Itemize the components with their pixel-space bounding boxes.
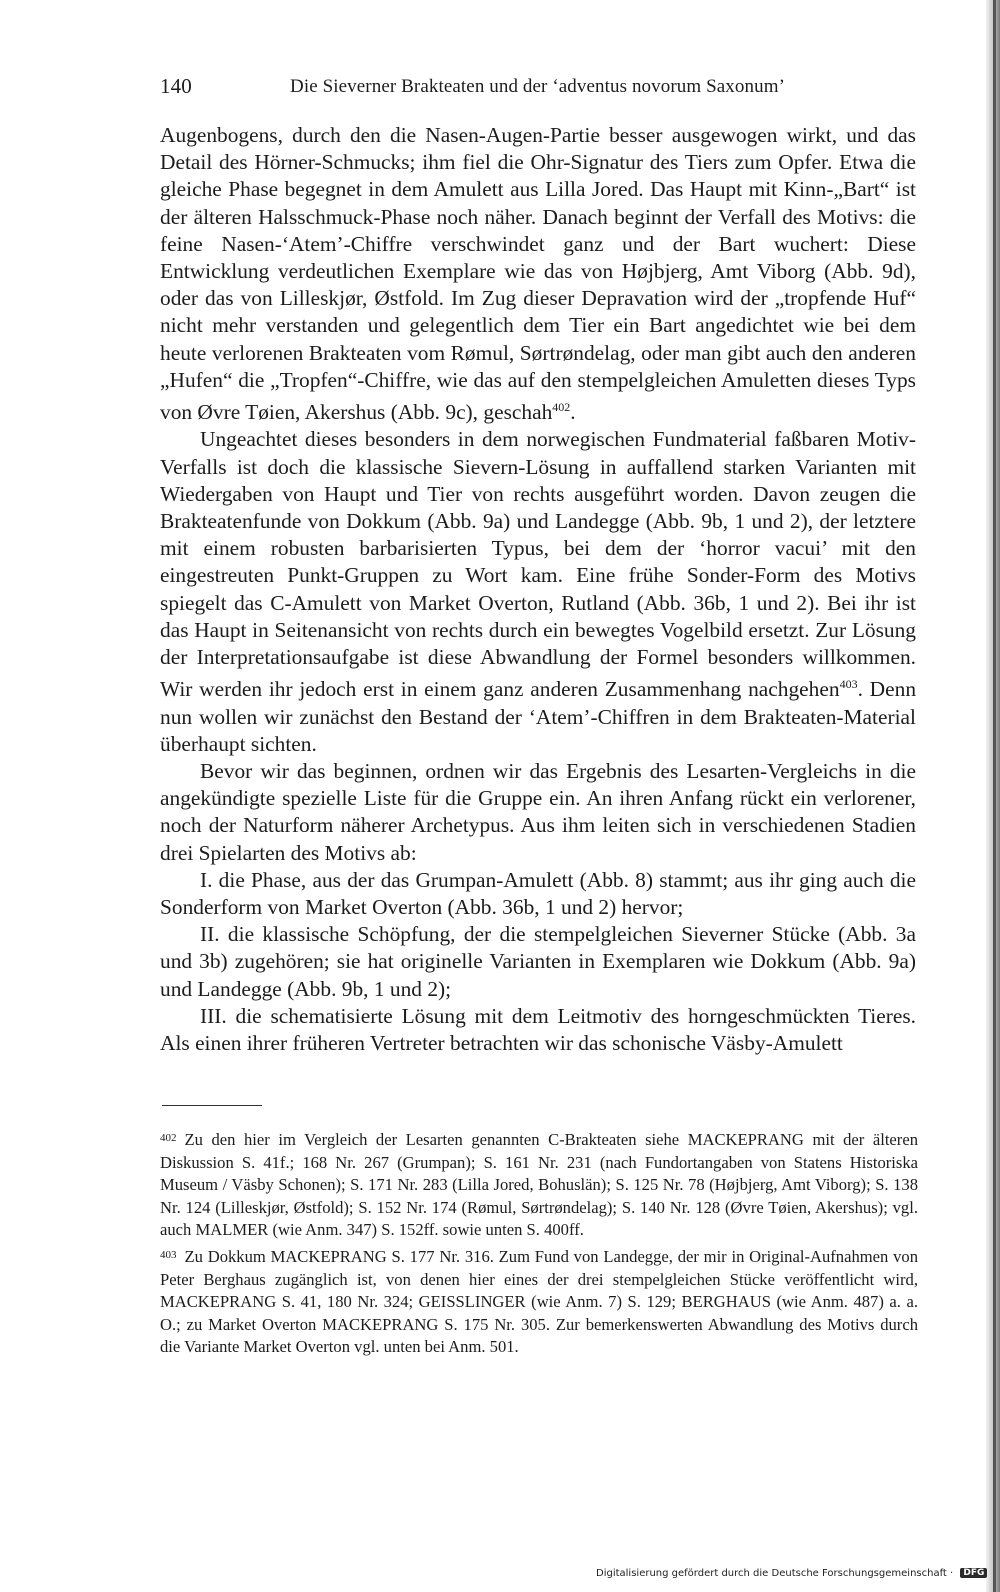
footnote-reference[interactable]: 403 (839, 677, 858, 692)
footnotes (160, 1127, 918, 1361)
scan-page-edge-shadow (993, 0, 996, 1592)
body-text (160, 122, 916, 1057)
running-head: Die Sieverner Brakteaten und der ‘adventus novorum Saxonum’ (290, 76, 786, 97)
paragraph: Ungeachtet dieses besonders in dem norwegischen Fundmaterial faßbaren Motiv-Verfalls ist doch die klassische Sievern-Lösung in auffallend starken Varianten mit Wiedergaben von Haupt und Tier von rechts ausgeführt worden. Davon zeugen die Brakteatenfunde von Dokkum (Abb. 9a) und Landegge (Abb. 9b, 1 und 2), der letztere mit einem robusten barbarisierten Typus, bei dem der ‘horror vacui’ mit den eingestreuten Punkt-Gruppen zu Wort kam. Eine frühe Sonder-Form des Motivs spiegelt das C-Amulett von Market Overton, Rutland (Abb. 36b, 1 und 2). Bei ihr ist das Haupt in Seitenansicht von rechts durch ein bewegtes Vogelbild ersetzt. Zur Lösung der Interpretationsaufgabe ist diese Abwandlung der Formel besonders willkommen. Wir werden ihr jedoch erst in einem ganz anderen Zusammenhang nachgehen$^{403}$. Denn nun wollen wir zunächst den Bestand der ‘Atem’-Chiffren in dem Brakteaten-Material überhaupt sichten. (160, 427, 917, 756)
footnote-reference[interactable]: 402 (552, 400, 571, 415)
footnote-text: Zu Dokkum MACKEPRANG S. 177 Nr. 316. Zum Fund von Landegge, der mir in Original-Aufnahmen von Peter Berghaus zugänglich ist, von denen hier eines der drei stempelgleichen Stücke veröffentlicht wird, MACKEPRANG S. 41, 180 Nr. 324; GEISSLINGER (wie Anm. 7) S. 129; BERGHAUS (wie Anm. 487) a. a. O.; zu Market Overton MACKEPRANG S. 175 Nr. 305. Zur bemerkenswerten Abwandlung des Motivs durch die Variante Market Overton vgl. unten bei Anm. 501. (160, 1246, 918, 1357)
footnote (160, 1244, 918, 1359)
footnote-number: 403 (160, 1248, 177, 1261)
list-item: II. die klassische Schöpfung, der die stempelgleichen Sieverner Stücke (Abb. 3a und 3b) zugehören; sie hat originelle Varianten in Exemplaren wie Dokkum (Abb. 9a) und Landegge (Abb. 9b, 1 und 2); (160, 922, 916, 1001)
list-item: I. die Phase, aus der das Grumpan-Amulett (Abb. 8) stammt; aus ihr ging auch die Sonderform von Market Overton (Abb. 36b, 1 und 2) hervor; (160, 867, 916, 919)
footnote (160, 1127, 918, 1242)
paragraph: Bevor wir das beginnen, ordnen wir das Ergebnis des Lesarten-Vergleichs in die angekündigte spezielle Liste für die Gruppe ein. An ihren Anfang rückt ein verlorener, noch der Naturform näherer Archetypus. Aus ihm leiten sich in verschiedenen Stadien drei Spielarten des Motivs ab: (160, 758, 916, 865)
credit-text: Digitalisierung gefördert durch die Deutsche Forschungsgemeinschaft · (596, 1568, 954, 1579)
list-item: III. die schematisierte Lösung mit dem Leitmotiv des horngeschmückten Tieres. Als einen ihrer früheren Vertreter betrachten wir das schonische Väsby-Amulett (160, 1003, 916, 1055)
dfg-logo[interactable]: DFG (960, 1568, 987, 1578)
page-number: 140 (160, 74, 192, 98)
footnote-divider (162, 1105, 262, 1106)
digitization-credit (596, 1568, 987, 1579)
paragraph: Augenbogens, durch den die Nasen-Augen-Partie besser ausgewogen wirkt, und das Detail des Hörner-Schmucks; ihm fiel die Ohr-Signatur des Tiers zum Opfer. Etwa die gleiche Phase begegnet in dem Amulett aus Lilla Jored. Das Haupt mit Kinn-„Bart“ ist der älteren Halsschmuck-Phase noch näher. Danach beginnt der Verfall des Motivs: die feine Nasen-‘Atem’-Chiffre verschwindet ganz und der Bart wuchert: Diese Entwicklung verdeutlichen Exemplare wie das von Højbjerg, Amt Viborg (Abb. 9d), oder das von Lilleskjør, Østfold. Im Zug dieser Depravation wird der „tropfende Huf“ nicht mehr verstanden und gelegentlich dem Tier ein Bart angedichtet wie bei dem heute verlorenen Brakteaten vom Rømul, Sørtrøndelag, oder man gibt auch den anderen „Hufen“ die „Tropfen“-Chiffre, wie das auf den stempelgleichen Amuletten dieses Typs von Øvre Tøien, Akershus (Abb. 9c), geschah$^{402}$. (160, 123, 916, 425)
footnote-number: 402 (160, 1132, 177, 1144)
footnote-text: Zu den hier im Vergleich der Lesarten genannten C-Brakteaten siehe MACKEPRANG mit der älteren Diskussion S. 41f.; 168 Nr. 267 (Grumpan); S. 161 Nr. 231 (nach Fundortangaben von Statens Historiska Museum / Väsby Schonen); S. 171 Nr. 283 (Lilla Jored, Bohuslän); S. 125 Nr. 78 (Højbjerg, Amt Viborg); S. 138 Nr. 124 (Lilleskjør, Østfold); S. 152 Nr. 174 (Rømul, Sørtrøndelag); S. 140 Nr. 128 (Øvre Tøien, Akershus); vgl. auch MALMER (wie Anm. 347) S. 152ff. sowie unten S. 400ff. (160, 1130, 918, 1240)
